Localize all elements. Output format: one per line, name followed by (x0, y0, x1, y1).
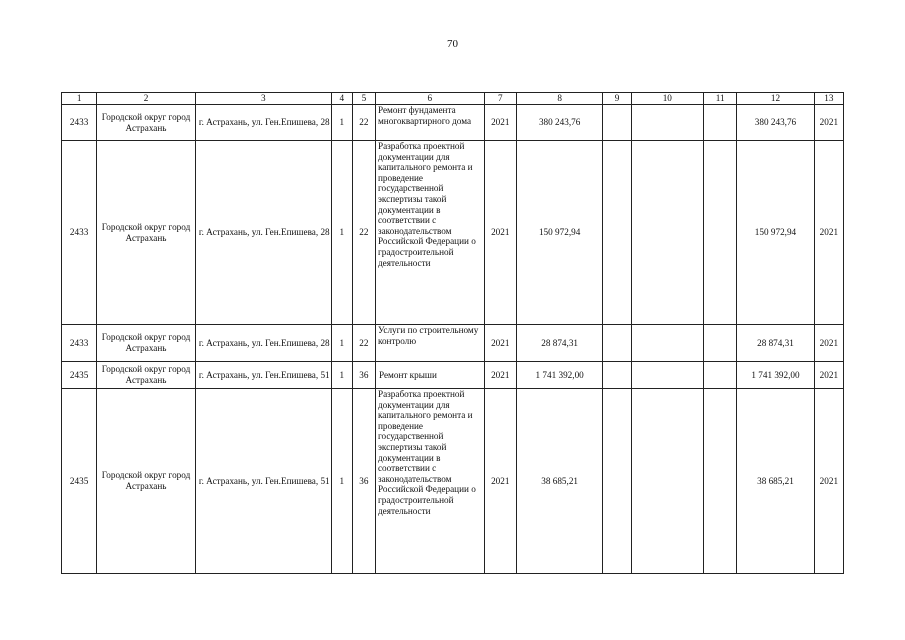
header-row (62, 93, 844, 105)
cell-municipality: Городской округ город Астрахань (97, 105, 196, 141)
column-header: 12 (737, 93, 814, 105)
capital-repair-table (61, 92, 844, 574)
cell-year: 2021 (484, 389, 516, 574)
column-header: 13 (814, 93, 843, 105)
table-row (62, 141, 844, 325)
cell-col5: 22 (352, 105, 375, 141)
table-row (62, 362, 844, 389)
cell-col4: 1 (331, 362, 352, 389)
cell-col10 (631, 325, 703, 362)
column-header: 8 (516, 93, 603, 105)
table-row (62, 325, 844, 362)
column-header: 4 (331, 93, 352, 105)
cell-cost-total: 150 972,94 (737, 141, 814, 325)
cell-address: г. Астрахань, ул. Ген.Епишева, 28 (195, 325, 331, 362)
cell-object-id: 2433 (62, 325, 97, 362)
cell-cost: 38 685,21 (516, 389, 603, 574)
column-header: 7 (484, 93, 516, 105)
cell-year-end: 2021 (814, 105, 843, 141)
cell-year-end: 2021 (814, 362, 843, 389)
cell-object-id: 2435 (62, 389, 97, 574)
column-header: 5 (352, 93, 375, 105)
cell-col5: 22 (352, 141, 375, 325)
cell-object-id: 2433 (62, 105, 97, 141)
column-header: 1 (62, 93, 97, 105)
cell-address: г. Астрахань, ул. Ген.Епишева, 28 (195, 141, 331, 325)
cell-col4: 1 (331, 325, 352, 362)
cell-address: г. Астрахань, ул. Ген.Епишева, 28 (195, 105, 331, 141)
cell-col10 (631, 105, 703, 141)
cell-cost-total: 1 741 392,00 (737, 362, 814, 389)
cell-municipality: Городской округ город Астрахань (97, 362, 196, 389)
cell-col10 (631, 389, 703, 574)
cell-year: 2021 (484, 141, 516, 325)
cell-col4: 1 (331, 389, 352, 574)
cell-year: 2021 (484, 105, 516, 141)
table-row (62, 105, 844, 141)
column-header: 3 (195, 93, 331, 105)
cell-cost-total: 38 685,21 (737, 389, 814, 574)
cell-col4: 1 (331, 105, 352, 141)
cell-col11 (704, 105, 737, 141)
cell-cost: 28 874,31 (516, 325, 603, 362)
cell-col11 (704, 362, 737, 389)
cell-col9 (603, 325, 631, 362)
cell-cost: 1 741 392,00 (516, 362, 603, 389)
cell-object-id: 2435 (62, 362, 97, 389)
cell-col4: 1 (331, 141, 352, 325)
cell-address: г. Астрахань, ул. Ген.Епишева, 51 (195, 389, 331, 574)
cell-year-end: 2021 (814, 389, 843, 574)
cell-col5: 36 (352, 389, 375, 574)
cell-year: 2021 (484, 362, 516, 389)
cell-address: г. Астрахань, ул. Ген.Епишева, 51 (195, 362, 331, 389)
cell-municipality: Городской округ город Астрахань (97, 389, 196, 574)
cell-col11 (704, 389, 737, 574)
cell-col9 (603, 105, 631, 141)
cell-year-end: 2021 (814, 141, 843, 325)
column-header: 6 (375, 93, 484, 105)
cell-col11 (704, 141, 737, 325)
cell-work-type: Ремонт фундамента многоквартирного дома (375, 105, 484, 141)
cell-year-end: 2021 (814, 325, 843, 362)
cell-col5: 22 (352, 325, 375, 362)
cell-year: 2021 (484, 325, 516, 362)
cell-work-type: Разработка проектной документации для капитального ремонта и проведение государственной экспертизы такой документации в соответствии с законодательством Российской Федерации о градостроительной деятельности (375, 141, 484, 325)
cell-work-type: Разработка проектной документации для капитального ремонта и проведение государственной экспертизы такой документации в соответствии с законодательством Российской Федерации о градостроительной деятельности (375, 389, 484, 574)
cell-cost: 150 972,94 (516, 141, 603, 325)
cell-cost-total: 380 243,76 (737, 105, 814, 141)
cell-col10 (631, 362, 703, 389)
cell-col11 (704, 325, 737, 362)
column-header: 2 (97, 93, 196, 105)
column-header: 10 (631, 93, 703, 105)
cell-municipality: Городской округ город Астрахань (97, 325, 196, 362)
cell-col9 (603, 141, 631, 325)
table-row (62, 389, 844, 574)
column-header: 9 (603, 93, 631, 105)
cell-object-id: 2433 (62, 141, 97, 325)
cell-cost: 380 243,76 (516, 105, 603, 141)
cell-work-type: Ремонт крыши (375, 362, 484, 389)
cell-cost-total: 28 874,31 (737, 325, 814, 362)
cell-municipality: Городской округ город Астрахань (97, 141, 196, 325)
cell-col9 (603, 362, 631, 389)
cell-col10 (631, 141, 703, 325)
cell-col9 (603, 389, 631, 574)
cell-work-type: Услуги по строительному контролю (375, 325, 484, 362)
page-number: 70 (447, 38, 458, 50)
cell-col5: 36 (352, 362, 375, 389)
column-header: 11 (704, 93, 737, 105)
